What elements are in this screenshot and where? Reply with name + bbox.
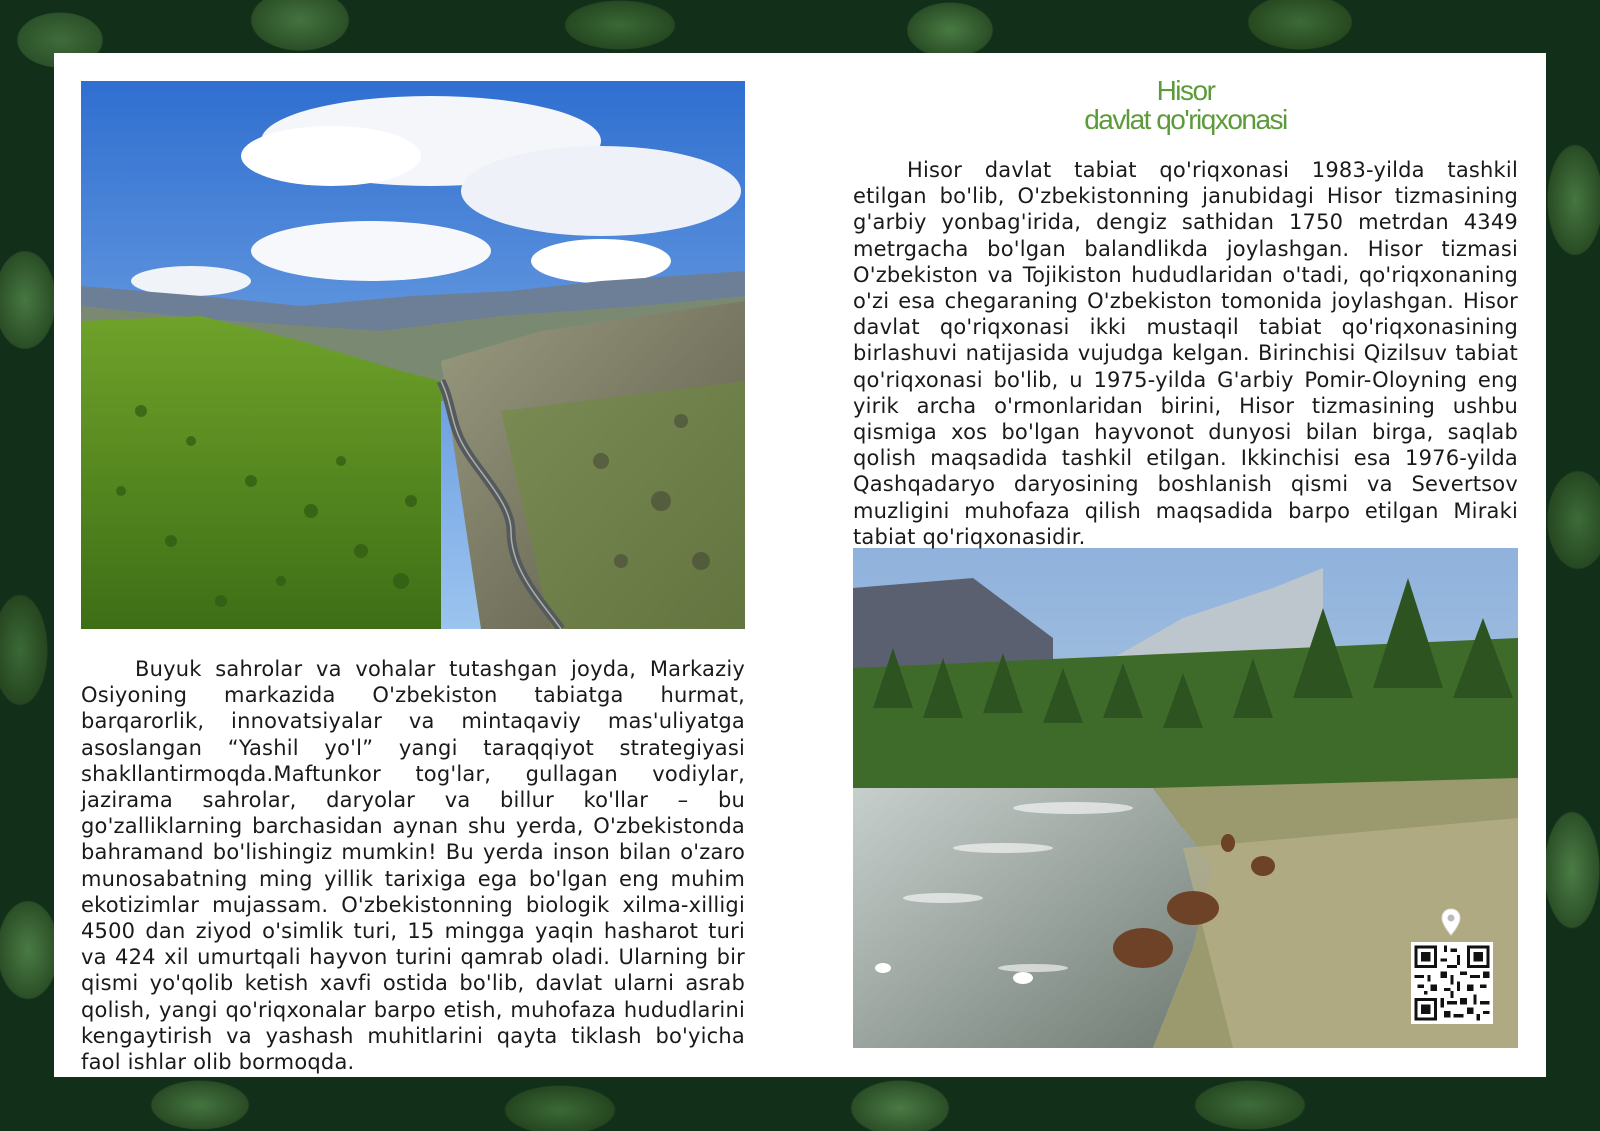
page-title bbox=[853, 76, 1518, 134]
reserve-description: Hisor davlat tabiat qo'riqxonasi 1983-yilda tashkil etilgan bo'lib, O'zbekistonning janubidagi Hisor tizmasining g'arbiy yonbag'irida, dengiz sathidan 1750 metrdan 4349 metrgacha bo'lgan balandlikda joylashgan. Hisor tizmasi O'zbekiston va Tojikiston hududlaridan o'tadi, qo'riqxonaning o'zi esa chegaraning O'zbekiston tomonida joylashgan. Hisor davlat qo'riqxonasi ikki mustaqil tabiat qo'riqxonasining birlashuvi natijasida vujudga kelgan. Birinchisi Qizilsuv tabiat qo'riqxonasi bo'lib, u 1975-yilda G'arbiy Pomir-Oloyning eng yirik archa o'rmonlaridan birini, Hisor tizmasining ushbu qismiga xos bo'lgan hayvonot dunyosi bilan birga, saqlab qolish maqsadida tashkil etilgan. Ikkinchisi esa 1976-yilda Qashqadaryo daryosining boshlanish qismi va Severtsov muzligini muhofaza qilish maqsadida barpo etilgan Miraki tabiat qo'riqxonasidir. bbox=[853, 158, 1518, 549]
intro-paragraph: Buyuk sahrolar va vohalar tutashgan joyda, Markaziy Osiyoning markazida O'zbekiston tabiatga hurmat, barqarorlik, innovatsiyalar va mintaqaviy mas'uliyatga asoslangan “Yashil yo'l” yangi taraqqiyot strategiyasi shakllantirmoqda.Maftunkor tog'lar, gullagan vodiylar, jazirama sahrolar, daryolar va billur ko'llar – bu go'zalliklarning barchasidan aynan shu yerda, O'zbekistonda bahramand bo'lishingiz mumkin! Bu yerda inson bilan o'zaro munosabatning ming yillik tarixiga ega bo'lgan eng muhim ekotizimlar mujassam. O'zbekistonning biologik xilma-xilligi 4500 dan ziyod o'simlik turi, 15 mingga yaqin hasharot turi va 424 xil umurtqali hayvon turini qamrab oladi. Ularning bir qismi yo'qolib ketish xavfi ostida bo'lib, davlat ularni asrab qolish, yangi qo'riqxonalar barpo etish, muhofaza hududlarini kengaytirish va yashash muhitlarini qayta tiklash bo'yicha faol ishlar olib bormoqda. bbox=[81, 657, 745, 1075]
title-line-1: Hisor bbox=[1156, 75, 1215, 106]
title-line-2: davlat qo'riqxonasi bbox=[1084, 104, 1287, 135]
qr-code[interactable] bbox=[1411, 942, 1493, 1024]
location-pin-icon[interactable] bbox=[1440, 908, 1462, 936]
mountain-valley-photo bbox=[81, 81, 745, 629]
